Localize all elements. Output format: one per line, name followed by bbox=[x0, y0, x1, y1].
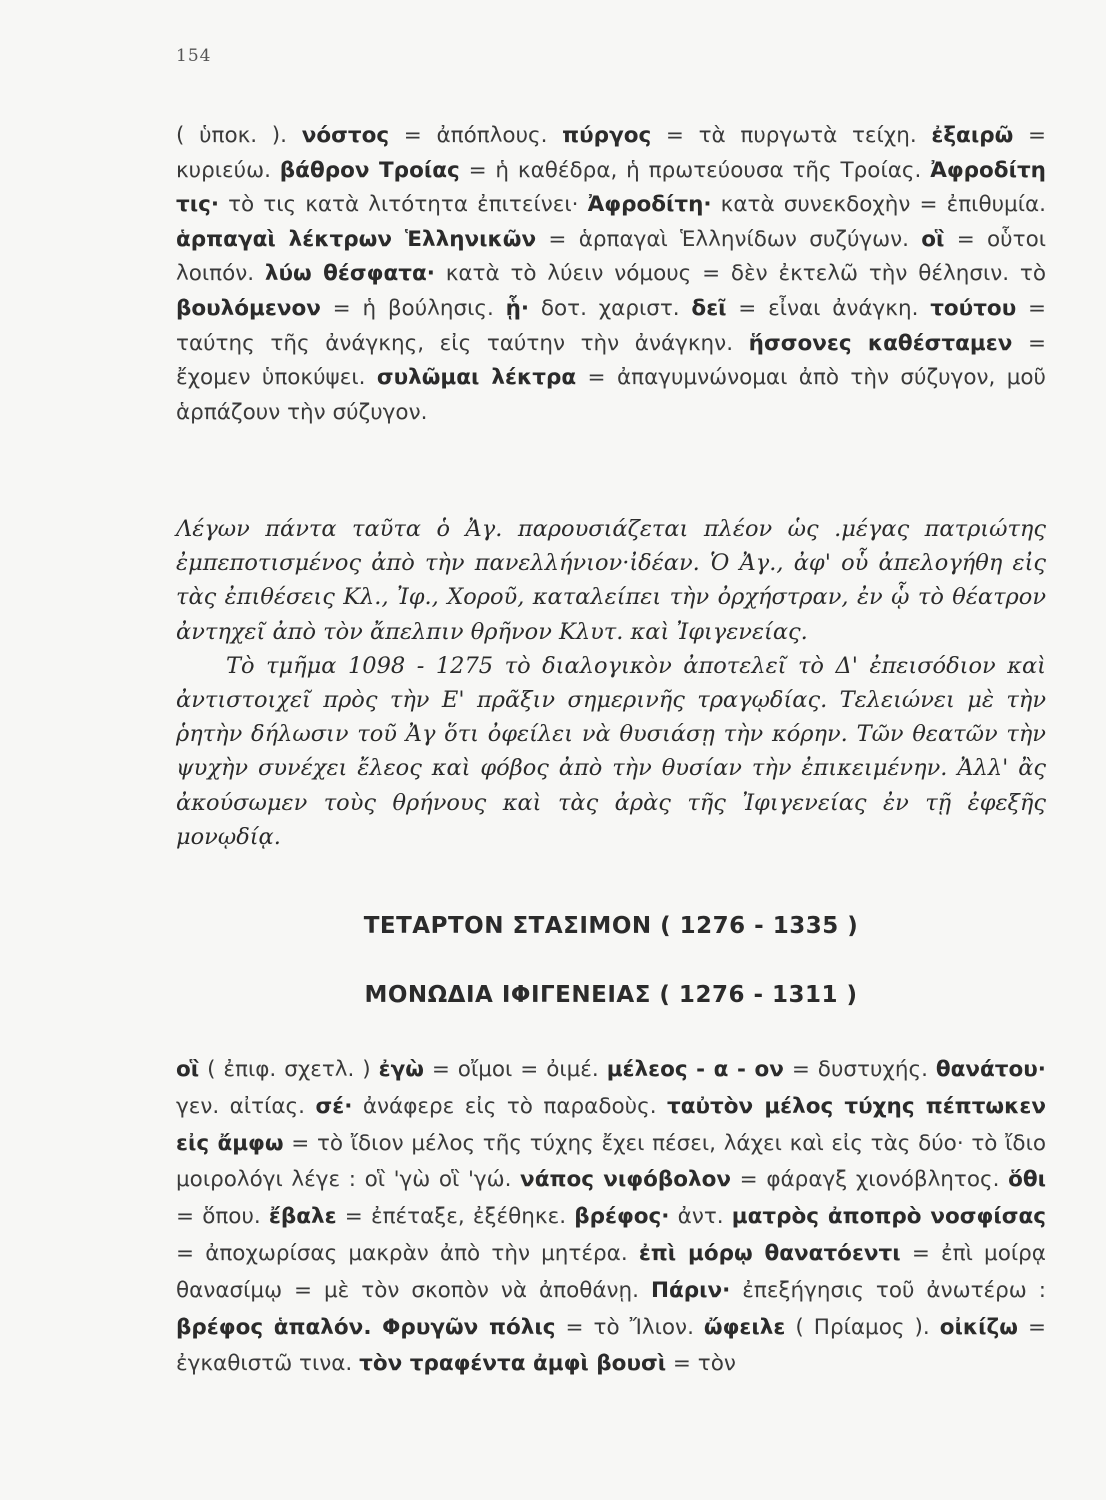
glossary-term: ἐγὼ bbox=[378, 1057, 424, 1082]
glossary-term: ταὐτὸν μέλος τύχης πέπτωκεν εἰς ἄμφω bbox=[176, 1093, 1046, 1156]
glossary-definition: δοτ. χαριστ. bbox=[529, 295, 692, 321]
glossary-term: ἥσσονες καθέσταμεν bbox=[748, 330, 1013, 356]
glossary-definition: = κυριεύω. bbox=[176, 123, 1046, 183]
glossary-definition: = ἐγκαθιστῶ τινα. bbox=[176, 1314, 1046, 1377]
glossary-definition: = τὸ Ἴλιον. bbox=[555, 1314, 704, 1340]
glossary-term: Ἀφροδίτη· bbox=[587, 192, 712, 218]
glossary-notes-top bbox=[176, 119, 1046, 430]
glossary-term: ματρὸς ἀποπρὸ νοσφίσας bbox=[731, 1204, 1046, 1230]
commentary-section bbox=[176, 512, 1046, 854]
glossary-definition: = ταύτης τῆς ἀνάγκης, εἰς ταύτην τὴν ἀνάγκην. bbox=[176, 295, 1046, 356]
glossary-term: ὤφειλε bbox=[703, 1314, 786, 1340]
glossary-definition: = οὗτοι λοιπόν. bbox=[176, 226, 1046, 287]
glossary-term: νόστος bbox=[301, 123, 390, 148]
section-heading-monody: ΜΟΝΩΔΙΑ ΙΦΙΓΕΝΕΙΑΣ ( 1276 - 1311 ) bbox=[364, 982, 858, 1008]
glossary-term: βρέφος ἁπαλόν. Φρυγῶν πόλις bbox=[176, 1314, 556, 1340]
glossary-definition: ἐπεξήγησις τοῦ ἀνωτέρω : bbox=[730, 1277, 1046, 1303]
commentary-paragraph-2: Τὸ τμῆμα 1098 - 1275 τὸ διαλογικὸν ἀποτελεῖ τὸ Δ' ἐπεισόδιον καὶ ἀντιστοιχεῖ πρὸς τὴν Ε' πρᾶξιν σημερινῆς τραγῳδίας. Τελειώνει μὲ τὴν ῥητὴν δήλωσιν τοῦ Ἀγ ὅτι ὀφείλει νὰ θυσιάσῃ τὴν κόρην. Τῶν θεατῶν τὴν ψυχὴν συνέχει ἔλεος καὶ φόβος ἀπὸ τὴν θυσίαν τὴν ἐπικειμένην. Ἀλλ' ἂς ἀκούσωμεν τοὺς θρήνους καὶ τὰς ἀρὰς τῆς Ἰφιγενείας ἐν τῇ ἐφεξῆς μονῳδίᾳ. bbox=[176, 652, 1046, 850]
glossary-term: ὅθι bbox=[1008, 1167, 1047, 1193]
glossary-definition: ἀνάφερε εἰς τὸ παραδοὺς. bbox=[352, 1093, 668, 1119]
glossary-definition: = εἶναι ἀνάγκη. bbox=[726, 295, 931, 321]
glossary-term: λύω θέσφατα· bbox=[264, 261, 435, 287]
glossary-definition: = ἐπέταξε, ἐξέθηκε. bbox=[336, 1204, 575, 1230]
glossary-term: ἐξαιρῶ bbox=[931, 123, 1014, 148]
glossary-definition: = τὰ πυργωτὰ τείχη. bbox=[651, 123, 932, 148]
glossary-term: τούτου bbox=[930, 295, 1017, 321]
glossary-definition: τὸ τις κατὰ λιτότητα ἐπιτείνει· bbox=[219, 192, 588, 218]
glossary-definition: κατὰ συνεκδοχὴν = ἐπιθυμία. bbox=[711, 192, 1046, 218]
glossary-term: ἐπὶ μόρῳ θανατόεντι bbox=[638, 1240, 901, 1266]
glossary-term: τὸν τραφέντα ἀμφὶ βουσὶ bbox=[359, 1351, 667, 1377]
glossary-definition: = ἡ καθέδρα, ἡ πρωτεύουσα τῆς Τροίας. bbox=[459, 157, 931, 183]
glossary-definition: ( ἐπιφ. σχετλ. ) bbox=[199, 1057, 379, 1082]
glossary-term: βουλόμενον bbox=[176, 295, 321, 321]
glossary-term: ᾗ· bbox=[505, 295, 530, 321]
glossary-definition: ( ὑποκ. ). bbox=[176, 123, 302, 148]
glossary-term: οἳ bbox=[176, 1057, 200, 1082]
commentary-paragraph-1: Λέγων πάντα ταῦτα ὁ Ἀγ. παρουσιάζεται πλέον ὡς .μέγας πατριώτης ἐμπεποτισμένος ἀπὸ τὴν πανελλήνιον·ἰδέαν. Ὁ Ἀγ., ἀφ' οὗ ἀπελογήθη εἰς τὰς ἐπιθέσεις Κλ., Ἰφ., Χοροῦ, καταλείπει τὴν ὀρχήστραν, ἐν ᾧ τὸ θέατρον ἀντηχεῖ ἀπὸ τὸν ἄπελπιν θρῆνον Κλυτ. καὶ Ἰφιγενείας. bbox=[176, 516, 1046, 645]
glossary-term: μέλεος - α - ον bbox=[606, 1057, 784, 1082]
page-number: 154 bbox=[176, 46, 212, 66]
glossary-notes-bottom bbox=[176, 1052, 1046, 1383]
glossary-definition: = ἀπόπλους. bbox=[389, 123, 563, 148]
glossary-definition: = ἐπὶ μοίρᾳ θανασίμῳ = μὲ τὸν σκοπὸν νὰ ἀποθάνῃ. bbox=[176, 1240, 1046, 1303]
glossary-definition: = ἔχομεν ὑποκύψει. bbox=[176, 330, 1046, 391]
glossary-term: Πάριν· bbox=[650, 1277, 731, 1303]
glossary-term: ἁρπαγαὶ λέκτρων Ἑλληνικῶν bbox=[176, 226, 537, 252]
section-heading-stasimon: ΤΕΤΑΡΤΟΝ ΣΤΑΣΙΜΟΝ ( 1276 - 1335 ) bbox=[363, 913, 859, 939]
glossary-term: βάθρον Τροίας bbox=[279, 157, 460, 183]
glossary-term: νάπος νιφόβολον bbox=[520, 1167, 732, 1193]
glossary-definition: = ἡ βούλησις. bbox=[320, 295, 506, 321]
glossary-term: βρέφος· bbox=[574, 1204, 670, 1230]
glossary-term: δεῖ bbox=[691, 295, 727, 321]
glossary-definition: = ἀπαγυμνώνομαι ἀπὸ τὴν σύζυγον, μοῦ ἁρπάζουν τὴν σύζυγον. bbox=[176, 365, 1046, 425]
glossary-definition: ( Πρίαμος ). bbox=[785, 1314, 940, 1340]
glossary-definition: = τὸ ἴδιον μέλος τῆς τύχης ἔχει πέσει, λάχει καὶ εἰς τὰς δύο· τὸ ἴδιο μοιρολόγι λέγε : οἳ 'γὼ οἳ 'γώ. bbox=[176, 1130, 1047, 1193]
glossary-definition: = δυστυχής. bbox=[783, 1057, 936, 1082]
glossary-term: οἳ bbox=[921, 226, 945, 252]
glossary-definition: = τὸν bbox=[666, 1351, 736, 1377]
glossary-term: Ἀφροδίτη τις· bbox=[176, 157, 1046, 218]
glossary-definition: = οἴμοι = ὀιμέ. bbox=[423, 1057, 607, 1082]
glossary-definition: = φάραγξ χιονόβλητος. bbox=[731, 1167, 1009, 1193]
glossary-term: ἔβαλε bbox=[268, 1204, 337, 1230]
glossary-definition: = ἀποχωρίσας μακρὰν ἀπὸ τὴν μητέρα. bbox=[176, 1240, 639, 1266]
glossary-term: σέ· bbox=[315, 1093, 353, 1119]
glossary-definition: ἀντ. bbox=[669, 1204, 732, 1230]
glossary-term: οἰκίζω bbox=[939, 1314, 1018, 1340]
glossary-term: θανάτου· bbox=[935, 1057, 1046, 1082]
glossary-definition: = ὅπου. bbox=[176, 1204, 269, 1230]
glossary-definition: κατὰ τὸ λύειν νόμους = δὲν ἐκτελῶ τὴν θέλησιν. τὸ bbox=[434, 261, 1047, 287]
glossary-term: συλῶμαι λέκτρα bbox=[376, 365, 577, 391]
glossary-definition: = ἁρπαγαὶ Ἑλληνίδων συζύγων. bbox=[536, 226, 922, 252]
glossary-term: πύργος bbox=[562, 123, 652, 148]
book-page bbox=[176, 0, 1046, 1500]
glossary-definition: γεν. αἰτίας. bbox=[176, 1093, 316, 1119]
